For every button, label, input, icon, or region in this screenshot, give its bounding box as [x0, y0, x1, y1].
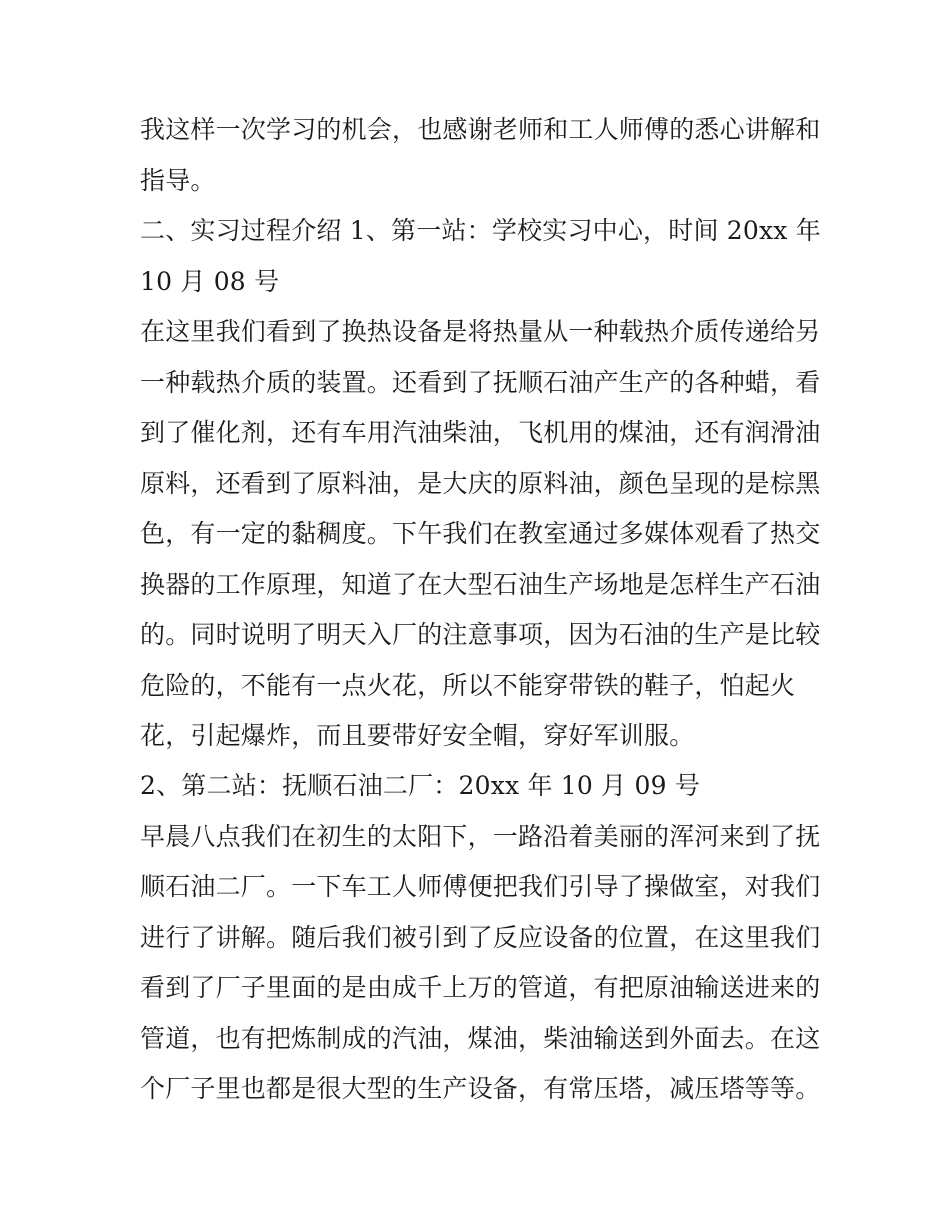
text-line: 进行了讲解。随后我们被引到了反应设备的位置，在这里我们 [140, 923, 821, 952]
text-line: 我这样一次学习的机会，也感谢老师和工人师傅的悉心讲解和 [140, 115, 821, 144]
text-line: 到了催化剂，还有车用汽油柴油，飞机用的煤油，还有润滑油 [140, 418, 821, 447]
text-line: 花，引起爆炸，而且要带好安全帽，穿好军训服。 [140, 721, 695, 750]
section-heading: 2、第二站：抚顺石油二厂：20xx 年 10 月 09 号 [140, 771, 701, 800]
text-line: 指导。 [140, 166, 216, 195]
text-line: 换器的工作原理，知道了在大型石油生产场地是怎样生产石油 [140, 570, 821, 599]
text-line: 顺石油二厂。一下车工人师傅便把我们引导了操做室，对我们 [140, 872, 821, 901]
text-line: 一种载热介质的装置。还看到了抚顺石油产生产的各种蜡，看 [140, 368, 821, 397]
text-line: 10 月 08 号 [140, 267, 280, 296]
text-line: 管道，也有把炼制成的汽油，煤油，柴油输送到外面去。在这 [140, 1024, 821, 1053]
text-line: 色，有一定的黏稠度。下午我们在教室通过多媒体观看了热交 [140, 519, 821, 548]
text-line: 个厂子里也都是很大型的生产设备，有常压塔，减压塔等等。 [140, 1074, 821, 1103]
text-line: 的。同时说明了明天入厂的注意事项，因为石油的生产是比较 [140, 620, 821, 649]
text-line: 看到了厂子里面的是由成千上万的管道，有把原油输送进来的 [140, 973, 821, 1002]
text-line: 原料，还看到了原料油，是大庆的原料油，颜色呈现的是棕黑 [140, 469, 821, 498]
section-heading: 二、实习过程介绍 1、第一站：学校实习中心，时间 20xx 年 [140, 216, 821, 245]
text-line: 在这里我们看到了换热设备是将热量从一种载热介质传递给另 [140, 317, 821, 346]
text-line: 危险的，不能有一点火花，所以不能穿带铁的鞋子，怕起火 [140, 671, 796, 700]
text-line: 早晨八点我们在初生的太阳下，一路沿着美丽的浑河来到了抚 [140, 822, 821, 851]
